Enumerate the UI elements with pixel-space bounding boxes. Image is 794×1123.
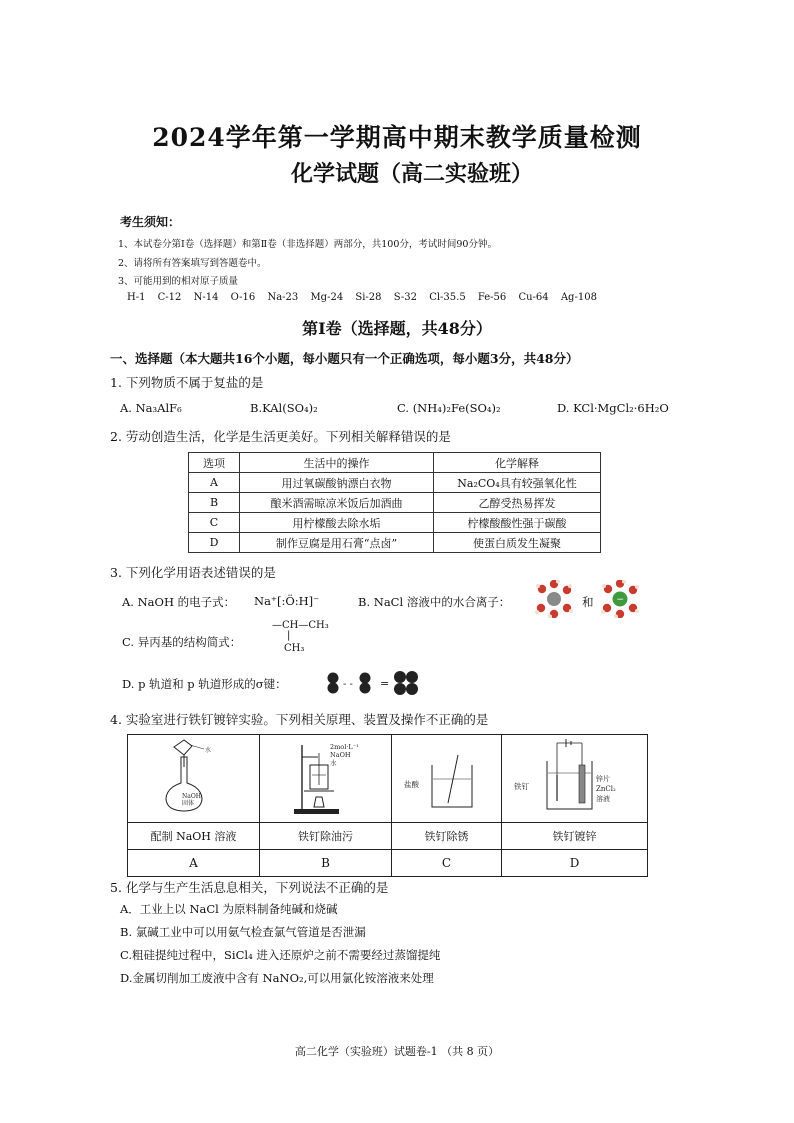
beaker-image [392, 735, 501, 819]
q1-option-b: B.KAl(SO₄)₂ [250, 401, 318, 415]
table-cell: Na₂CO₄具有较强氧化性 [434, 473, 601, 493]
label-acid: 盐酸 [404, 780, 419, 789]
table-row [189, 473, 601, 493]
sigma-bond-image [325, 670, 430, 696]
q5-stem: 5. 化学与生产生活息息相关，下列说法不正确的是 [110, 880, 389, 895]
isopropyl-main: —CH—CH₃ [272, 620, 329, 631]
table-cell: A [189, 473, 240, 493]
hydrated-ions-and: 和 [582, 595, 594, 609]
table-row [189, 533, 601, 553]
letter-a: A [128, 850, 260, 877]
label-water-b: 水 [330, 759, 337, 767]
isopropyl-bond: | [287, 630, 291, 641]
label-conc: 2mol·L⁻¹ [330, 743, 359, 751]
figure-cell-b [260, 735, 392, 823]
notice-item-1: 1、本试卷分第Ⅰ卷（选择题）和第Ⅱ卷（非选择题）两部分，共100分，考试时间90分钟。 [118, 239, 497, 250]
exam-subtitle: 化学试题（高二实验班） [290, 161, 533, 187]
letter-b: B [260, 850, 392, 877]
label-nail: 铁钉 [514, 782, 529, 791]
q2-stem: 2. 劳动创造生活，化学是生活更美好。下列相关解释错误的是 [110, 429, 451, 444]
notice-title: 考生须知： [120, 215, 181, 229]
isopropyl-branch: CH₃ [284, 643, 305, 654]
label-zncl2: ZnCl₂ [596, 785, 616, 793]
q5-option-c: C.粗硅提纯过程中，SiCl₄ 进入还原炉之前不需要经过蒸馏提纯 [120, 948, 441, 962]
q5-option-d: D.金属切削加工废液中含有 NaNO₂,可以用氯化铵溶液来处理 [120, 971, 434, 985]
page-footer: 高二化学（实验班）试题卷-1 （共 8 页） [294, 1045, 500, 1058]
q3-option-a: A. NaOH 的电子式： [122, 595, 236, 609]
table-header: 选项 [189, 453, 240, 473]
q1-stem: 1. 下列物质不属于复盐的是 [110, 375, 264, 390]
part-title: 一、选择题（本大题共16个小题，每小题只有一个正确选项，每小题3分，共48分） [110, 351, 579, 366]
letter-c: C [392, 850, 502, 877]
table-cell: B [189, 493, 240, 513]
q4-table [127, 734, 648, 877]
table-row [189, 513, 601, 533]
q2-table [188, 452, 601, 553]
section-title: 第Ⅰ卷（选择题，共48分） [302, 319, 492, 338]
table-header: 化学解释 [434, 453, 601, 473]
q5-option-b: B. 氯碱工业中可以用氨气检查氯气管道是否泄漏 [120, 925, 366, 939]
label-zinc: 锌片 [596, 775, 610, 783]
notice-item-2: 2、请将所有答案填写到答题卷中。 [118, 258, 267, 269]
caption-b: 铁钉除油污 [260, 823, 392, 850]
svg-text:=: = [380, 677, 390, 690]
q1-option-a: A. Na₃AlF₆ [120, 401, 182, 415]
caption-a: 配制 NaOH 溶液 [128, 823, 260, 850]
table-cell: 制作豆腐是用石膏“点卤” [240, 533, 434, 553]
atomic-masses: H-1 C-12 N-14 O-16 Na-23 Mg-24 Si-28 S-32 Cl-35.5 Fe-56 Cu-64 Ag-108 [127, 292, 597, 303]
table-cell: 柠檬酸酸性强于碳酸 [434, 513, 601, 533]
figure-cell-d [502, 735, 648, 823]
caption-c: 铁钉除锈 [392, 823, 502, 850]
q5-option-a: A．工业上以 NaCl 为原料制备纯碱和烧碱 [120, 902, 338, 916]
q3-option-c: C. 异丙基的结构简式： [122, 635, 242, 649]
table-header-row [189, 453, 601, 473]
label-naoh-b: NaOH [330, 751, 351, 759]
letter-d: D [502, 850, 648, 877]
table-cell: C [189, 513, 240, 533]
q3-stem: 3. 下列化学用语表述错误的是 [110, 565, 276, 580]
table-cell: 用过氧碳酸钠漂白衣物 [240, 473, 434, 493]
table-cell: 用柠檬酸去除水垢 [240, 513, 434, 533]
letter-row [128, 850, 648, 877]
q1-option-c: C. (NH₄)₂Fe(SO₄)₂ [397, 401, 501, 415]
label-naoh: NaOH [182, 793, 201, 800]
svg-text:−: − [616, 595, 625, 605]
table-cell: 使蛋白质发生凝聚 [434, 533, 601, 553]
q3-option-b: B. NaCl 溶液中的水合离子： [358, 595, 511, 609]
caption-row [128, 823, 648, 850]
caption-d: 铁钉镀锌 [502, 823, 648, 850]
notice-item-3: 3、可能用到的相对原子质量 [118, 276, 239, 287]
q4-stem: 4. 实验室进行铁钉镀锌实验。下列相关原理、装置及操作不正确的是 [110, 712, 489, 727]
svg-text:- -: - - [343, 679, 353, 690]
q3-option-d: D. p 轨道和 p 轨道形成的σ键： [122, 677, 287, 691]
heating-setup-image [260, 735, 391, 819]
q3-option-a-formula: Na⁺[:Ö:H]⁻ [254, 594, 320, 608]
table-header: 生活中的操作 [240, 453, 434, 473]
exam-title: 2024学年第一学期高中期末教学质量检测 [152, 123, 642, 152]
q1-option-d: D. KCl·MgCl₂·6H₂O [557, 401, 669, 415]
figure-row [128, 735, 648, 823]
table-cell: 乙醇受热易挥发 [434, 493, 601, 513]
figure-cell-a [128, 735, 260, 823]
label-solid: 固体 [182, 800, 195, 807]
table-cell: D [189, 533, 240, 553]
label-solution: 溶液 [596, 795, 610, 803]
figure-cell-c [392, 735, 502, 823]
table-cell: 酿米酒需晾凉米饭后加酒曲 [240, 493, 434, 513]
table-row [189, 493, 601, 513]
volumetric-flask-image [128, 735, 259, 819]
electroplating-image [502, 735, 647, 819]
label-water: 水 [205, 747, 212, 754]
